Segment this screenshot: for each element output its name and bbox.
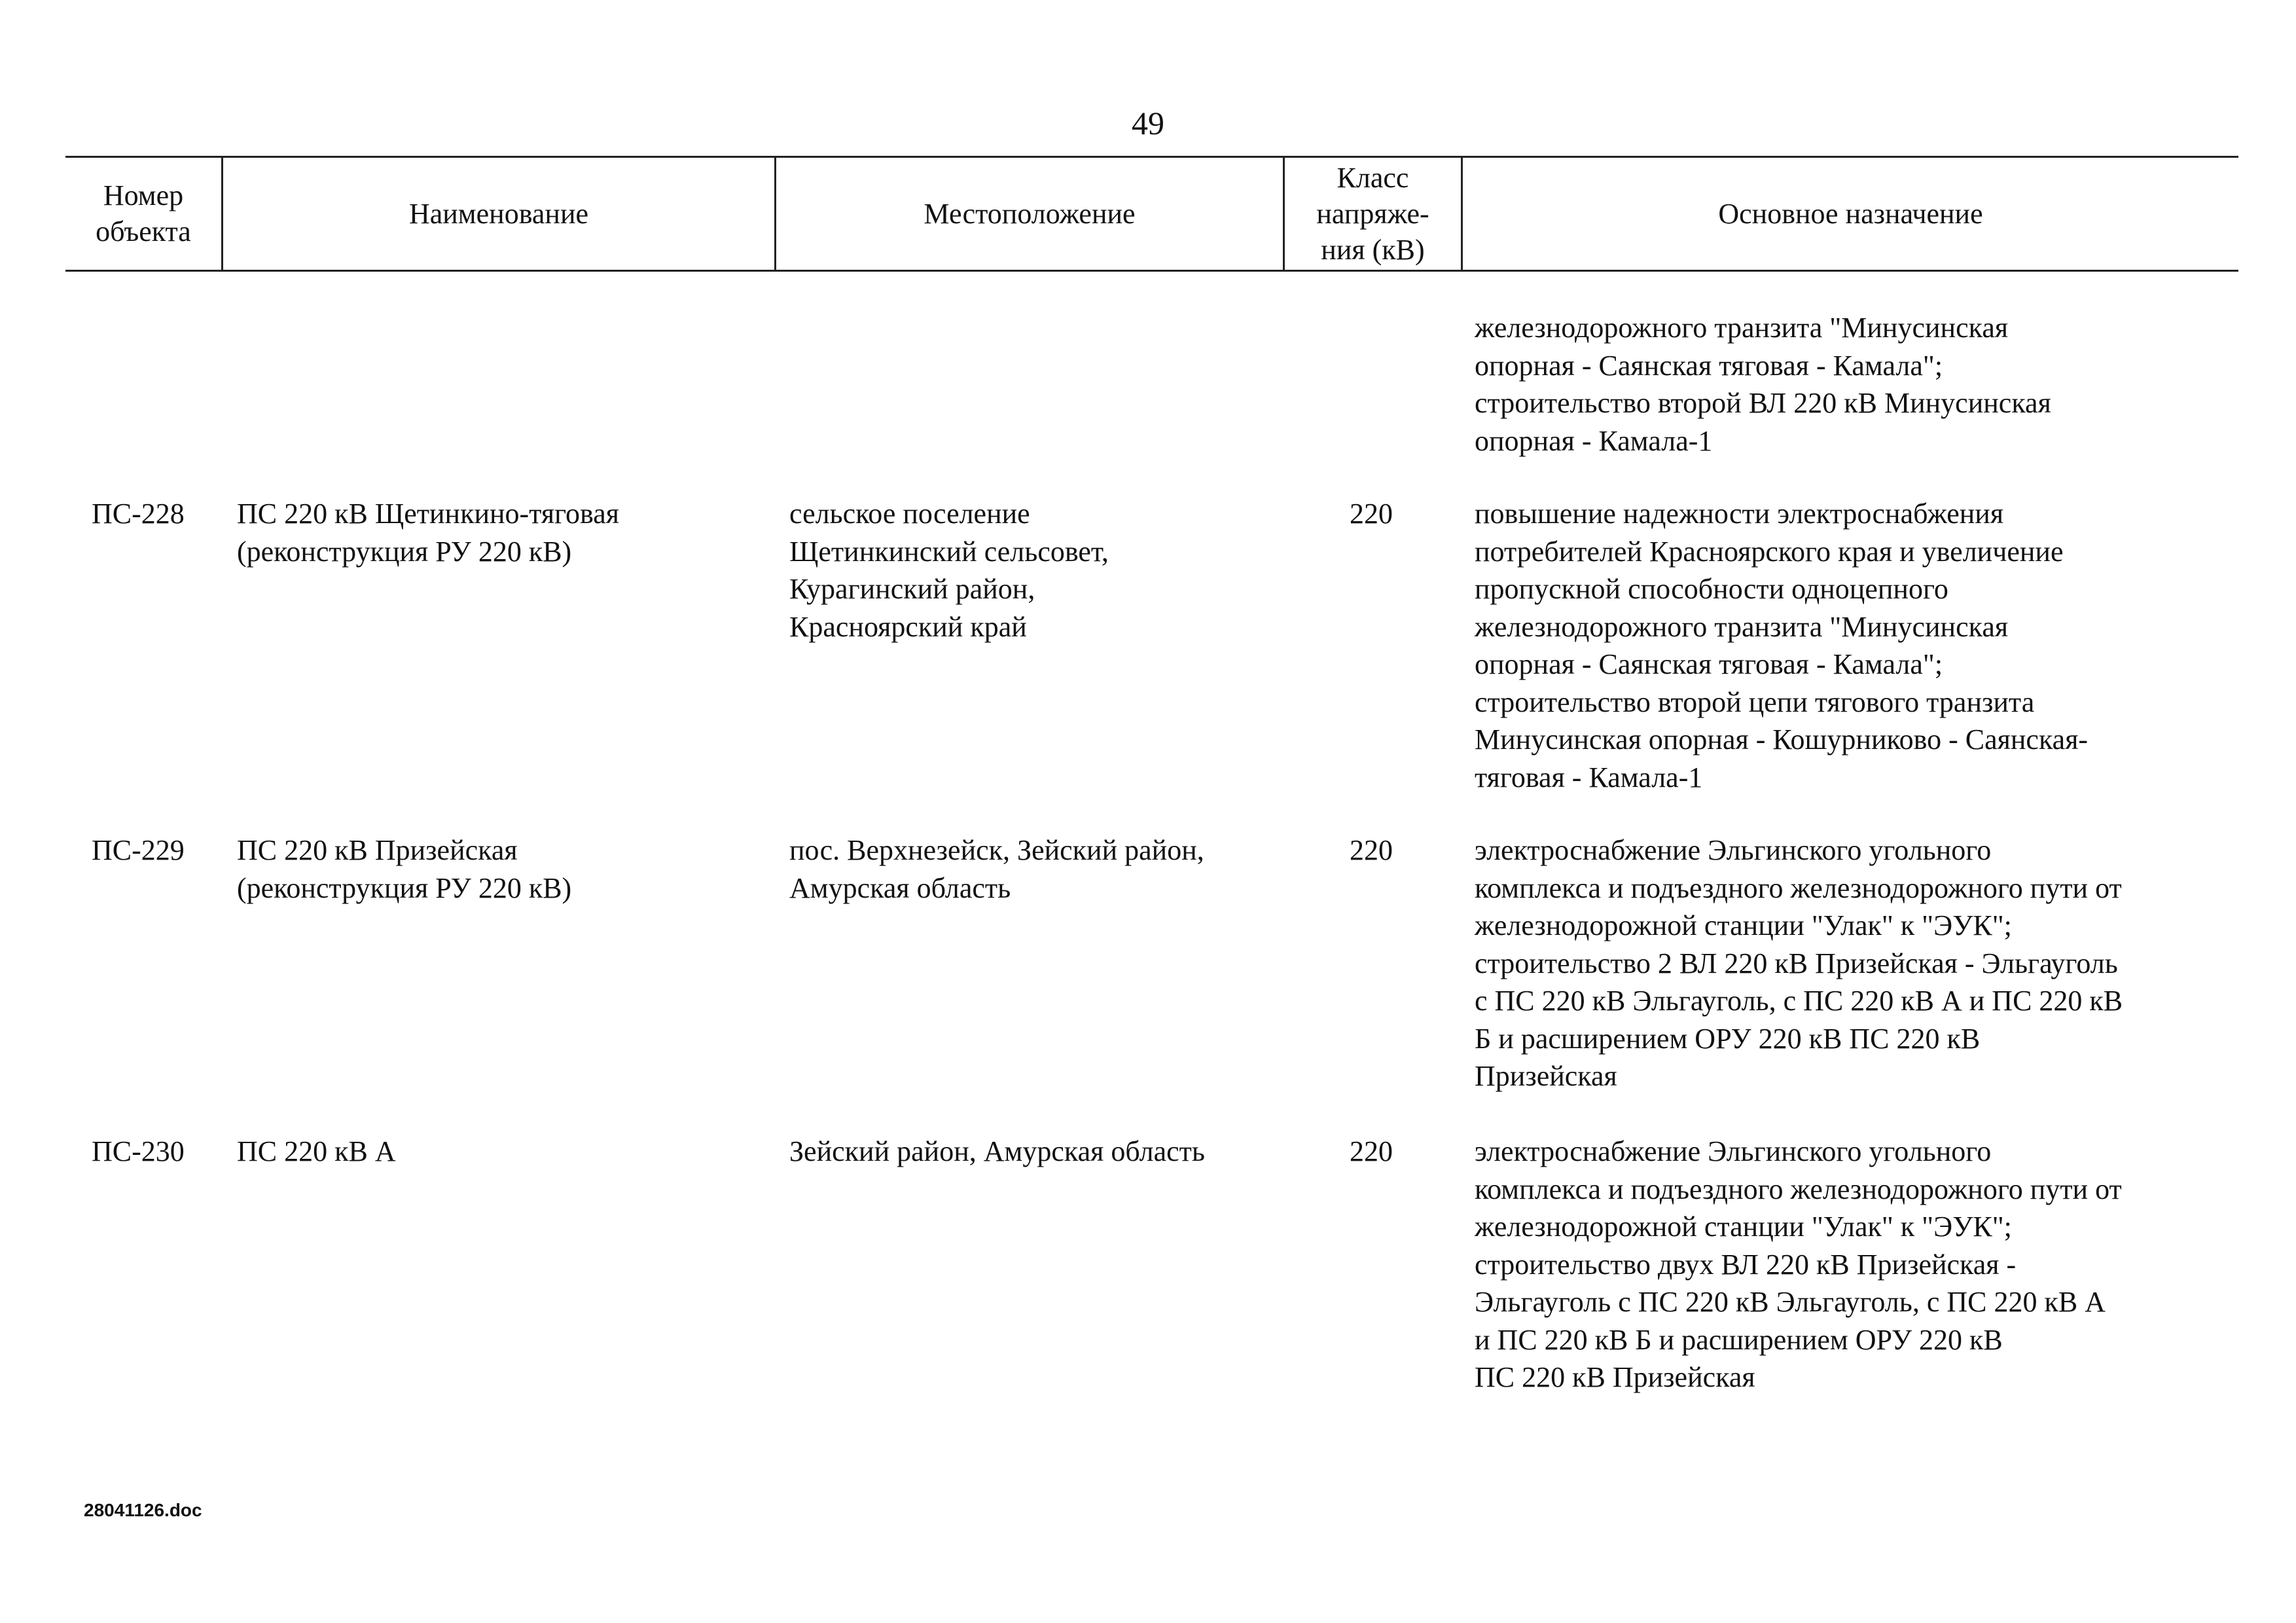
header-name: Наименование [408,197,589,230]
row-voltage: 220 [1350,834,1393,866]
row-number: ПС-228 [92,498,185,530]
row-number: ПС-230 [92,1135,185,1167]
row-location: сельское поселение Щетинкинский сельсовет, Курагинский район, Красноярский край [789,498,1109,643]
continuation-purpose: железнодорожного транзита "Минусинская опорная - Саянская тяговая - Камала"; строительство второй ВЛ 220 кВ Минусинская опорная - Камала-1 [1475,312,2051,457]
row-number: ПС-229 [92,834,185,866]
row-location: пос. Верхнезейск, Зейский район, Амурская область [789,834,1204,904]
page-number: 49 [1132,105,1164,141]
row-name: ПС 220 кВ Призейская (реконструкция РУ 220 кВ) [237,834,572,904]
row-purpose: повышение надежности электроснабжения потребителей Красноярского края и увеличение пропускной способности одноцепного железнодорожного транзита "Минусинская опорная - Саянская тяговая - Камала"; строительство второй цепи тягового транзита Минусинская опорная - Кошурниково - Саянская- тяговая - Камала-1 [1475,498,2089,793]
row-voltage: 220 [1350,1135,1393,1167]
header-voltage: Класс напряже- ния (кВ) [1316,161,1429,266]
row-purpose: электроснабжение Эльгинского угольного комплекса и подъездного железнодорожного пути от железнодорожной станции "Улак" к "ЭУК"; строительство двух ВЛ 220 кВ Призейская - Эльгауголь с ПС 220 кВ Эльгауголь, с ПС 220 кВ А и ПС 220 кВ Б и расширением ОРУ 220 кВ ПС 220 кВ Призейская [1475,1135,2122,1393]
table-header-bottom-rule [65,270,2238,272]
row-name: ПС 220 кВ А [237,1135,396,1167]
row-voltage: 220 [1350,498,1393,530]
header-number: Номер объекта [96,179,191,247]
row-purpose: электроснабжение Эльгинского угольного комплекса и подъездного железнодорожного пути от железнодорожной станции "Улак" к "ЭУК"; строительство 2 ВЛ 220 кВ Призейская - Эльгауголь с ПС 220 кВ Эльгауголь, с ПС 220 кВ А и ПС 220 кВ Б и расширением ОРУ 220 кВ ПС 220 кВ Призейская [1475,834,2123,1092]
document-filename: 28041126.doc [84,1500,202,1520]
header-location: Местоположение [924,197,1136,230]
header-purpose: Основное назначение [1718,197,1983,230]
row-name: ПС 220 кВ Щетинкино-тяговая (реконструкция РУ 220 кВ) [237,498,620,568]
row-location: Зейский район, Амурская область [789,1135,1205,1167]
